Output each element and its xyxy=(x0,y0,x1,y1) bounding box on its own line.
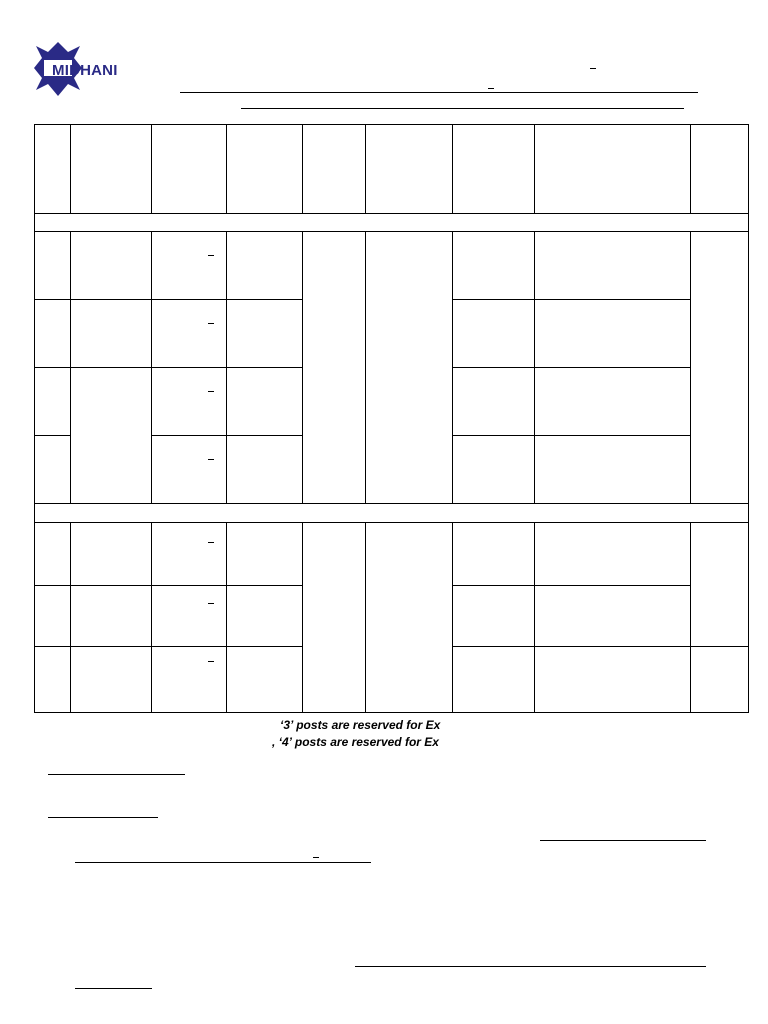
col-line xyxy=(365,522,366,713)
col-line xyxy=(690,124,691,214)
logo-text: MIDHANI xyxy=(52,62,118,79)
cell-dash xyxy=(208,661,214,662)
col-line xyxy=(151,522,152,713)
col-line xyxy=(70,124,71,214)
row-line xyxy=(452,299,690,300)
col-line xyxy=(690,231,691,503)
header-dash xyxy=(590,68,596,69)
col-line xyxy=(151,124,152,214)
cell-dash xyxy=(208,323,214,324)
col-line xyxy=(302,124,303,214)
col-line xyxy=(452,522,453,713)
title-underline-2 xyxy=(241,108,684,109)
row-line xyxy=(452,367,690,368)
cell-dash xyxy=(208,391,214,392)
row-line xyxy=(34,299,302,300)
col-line xyxy=(151,231,152,503)
col-line xyxy=(365,124,366,214)
cell-dash xyxy=(208,255,214,256)
title-underline-1 xyxy=(180,92,698,93)
row-line xyxy=(452,585,690,586)
col-line xyxy=(226,124,227,214)
section-heading-underline-2 xyxy=(48,817,158,818)
col-line xyxy=(70,231,71,503)
row-line xyxy=(34,435,70,436)
col-line xyxy=(534,124,535,214)
row-line xyxy=(452,646,749,647)
col-line xyxy=(226,522,227,713)
text-underline xyxy=(355,966,706,967)
col-line xyxy=(690,522,691,713)
col-line xyxy=(302,231,303,503)
midhani-logo xyxy=(34,40,138,102)
col-line xyxy=(452,124,453,214)
section-row-2-bottom xyxy=(34,522,749,523)
col-line xyxy=(226,231,227,503)
reservation-note-1: ‘3’ posts are reserved for Ex xyxy=(280,718,441,732)
header-dash-2 xyxy=(488,88,494,89)
col-line xyxy=(534,522,535,713)
row-line xyxy=(34,585,302,586)
col-line xyxy=(452,231,453,503)
cell-dash xyxy=(208,603,214,604)
text-underline xyxy=(75,988,152,989)
col-line xyxy=(534,231,535,503)
section-row-1-bottom xyxy=(34,231,749,232)
row-line xyxy=(34,367,302,368)
col-line xyxy=(365,231,366,503)
table-header-bottom xyxy=(34,213,749,214)
text-dash xyxy=(313,857,319,858)
section-row-2-top xyxy=(34,503,749,504)
text-underline xyxy=(75,862,371,863)
row-line xyxy=(34,646,302,647)
cell-dash xyxy=(208,459,214,460)
reservation-note-2: , ‘4’ posts are reserved for Ex xyxy=(272,735,439,749)
text-underline xyxy=(540,840,706,841)
col-line xyxy=(302,522,303,713)
section-heading-underline-1 xyxy=(48,774,185,775)
col-line xyxy=(70,522,71,713)
row-line xyxy=(452,435,690,436)
cell-dash xyxy=(208,542,214,543)
